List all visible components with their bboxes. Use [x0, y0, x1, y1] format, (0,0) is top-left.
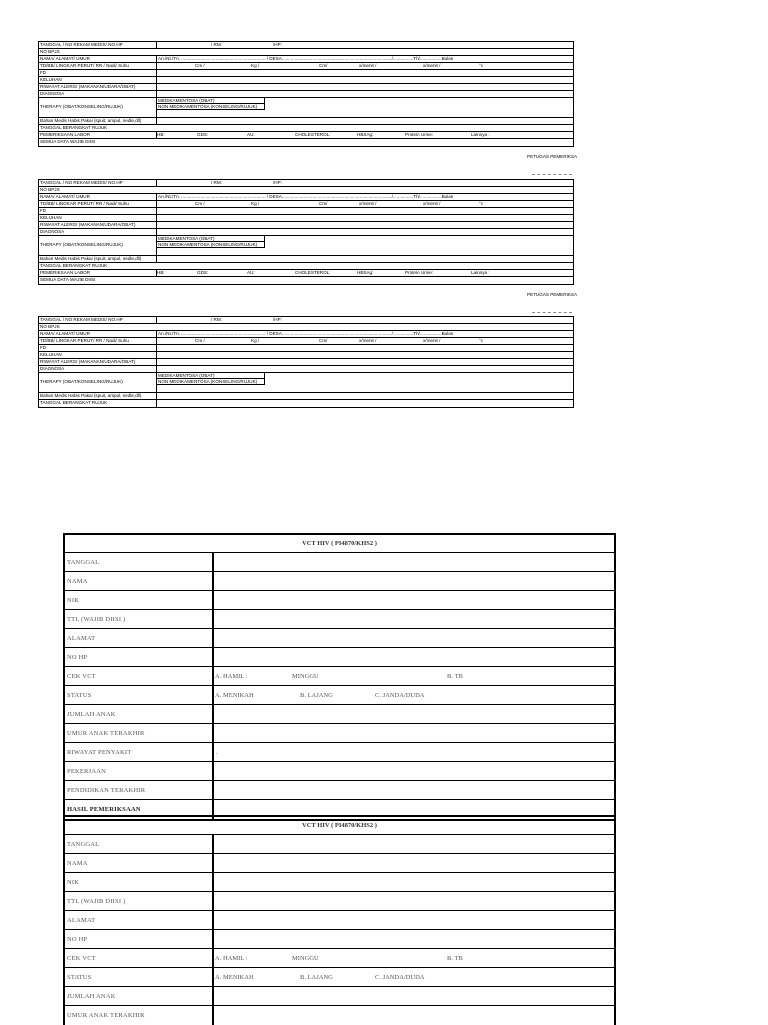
label-fd: FD — [40, 208, 47, 213]
row-bpjs[interactable] — [39, 187, 573, 194]
label-vitals: TD/BB/ LINGKAR PERUT/ RR / Nadi/ Suhu — [40, 338, 129, 343]
vct-row-cek[interactable] — [65, 667, 614, 686]
row-diagnosa[interactable] — [39, 366, 573, 373]
nadi-unit: x/menit / — [423, 201, 441, 206]
vct-option-menikah[interactable]: A. MENIKAH — [215, 692, 254, 699]
vct-label-jumlah-anak: JUMLAH ANAK — [67, 711, 116, 718]
row-tgl-rujuk[interactable] — [39, 125, 573, 132]
cm-unit: Cm / — [195, 63, 205, 68]
label-tgl-rujuk: TANGGAL BERANGKAT RUJUK — [40, 400, 108, 405]
suhu-unit: °c — [479, 201, 484, 206]
vct-label-nama: NAMA — [67, 578, 88, 585]
vct-title: VCT HIV ( PI4870/KHS2 ) — [302, 822, 377, 829]
kg-unit: Kg / — [251, 201, 260, 206]
vct-option-tb[interactable]: B. TB — [447, 673, 463, 680]
row-therapy[interactable] — [39, 373, 573, 393]
label-keluhan: KELUHAN — [40, 215, 62, 220]
row-bpjs[interactable] — [39, 49, 573, 56]
kg-unit: Kg / — [251, 63, 260, 68]
label-alergi: RIWAYAT ALERGI (MAKANAN/UDARA/OBAT) — [40, 359, 136, 364]
vct-row-ttl[interactable] — [65, 610, 614, 629]
vct-label-nohp: NO HP — [67, 936, 88, 943]
cm2-unit: Cm/ — [319, 63, 328, 68]
vct-hiv-form-2 — [63, 815, 616, 1025]
cm-unit: Cm / — [195, 338, 205, 343]
label-diagnosa: DIAGNOSA — [40, 366, 65, 371]
nama-fill: An./Nt./Tn. .................................................................. / DESA....................................................................................../................Th/.................Bulan — [158, 331, 454, 336]
row-diagnosa[interactable] — [39, 91, 573, 98]
hbsag-label: HBSAg: — [357, 132, 374, 137]
label-semua: SEMUA DATA WAJIB DIISI — [40, 139, 96, 144]
row-fd[interactable] — [39, 345, 573, 352]
hb-label: HB: — [157, 132, 165, 137]
row-keluhan[interactable] — [39, 77, 573, 84]
row-tanggal — [39, 180, 573, 187]
row-alergi[interactable] — [39, 359, 573, 366]
label-tanggal: TANGGAL / NO REKAM MEDIS/ NO.HP — [40, 317, 123, 322]
vct-label-hasil: HASIL PEMERIKSAAN — [67, 806, 141, 813]
row-therapy[interactable] — [39, 236, 573, 256]
nama-fill: An./Nt./Tn. .................................................................. / DESA....................................................................................../................Th/.................Bulan — [158, 56, 454, 61]
petugas-label-1: PETUGAS PEMERIKSA — [527, 154, 578, 159]
vct-row-jumlah-anak[interactable] — [65, 705, 614, 724]
vct-row-tanggal[interactable] — [65, 553, 614, 572]
label-therapy: THERAPY (OBAT/KONSELING/RUJUK) — [40, 104, 123, 109]
vct-label-status: STATUS — [67, 692, 92, 699]
vct-label-status: STATUS — [67, 974, 92, 981]
non-medikamentosa-cell[interactable]: NON MEDIKAMENTOSA (KONSELING/RUJUK) — [157, 242, 265, 248]
vct-label-pekerjaan: PEKERJAAN — [67, 768, 106, 775]
vct-title: VCT HIV ( PI4870/KHS2 ) — [302, 540, 377, 547]
suhu-unit: °c — [479, 63, 484, 68]
vct-row-jumlah-anak[interactable] — [65, 987, 614, 1006]
vct-label-cek: CEK VCT — [67, 955, 96, 962]
vct-row-pekerjaan[interactable] — [65, 762, 614, 781]
row-bahan[interactable] — [39, 256, 573, 263]
label-bpjs: NO BPJS — [40, 49, 60, 54]
row-labor[interactable] — [39, 270, 573, 277]
signature-line-1 — [532, 174, 572, 175]
vct-label-nama: NAMA — [67, 860, 88, 867]
vct-label-cek: CEK VCT — [67, 673, 96, 680]
non-medikamentosa-cell[interactable]: NON MEDIKAMENTOSA (KONSELING/RUJUK) — [157, 379, 265, 385]
non-medikamentosa-cell[interactable]: NON MEDIKAMENTOSA (KONSELING/RUJUK) — [157, 104, 265, 110]
vct-option-tb[interactable]: B. TB — [447, 955, 463, 962]
gds-label: GDS: — [197, 270, 209, 275]
hbsag-label: HBSAg: — [357, 270, 374, 275]
vct-label-nik: NIK — [67, 597, 80, 604]
row-semua — [39, 139, 573, 146]
medikamentosa-cell[interactable]: MEDIKAMENTOSA (OBAT) — [157, 98, 265, 104]
label-nama: NAMA/ ALAMAT/ UMUR — [40, 194, 90, 199]
medical-record-form-2 — [38, 179, 574, 285]
vct-title-row — [65, 817, 614, 835]
row-keluhan[interactable] — [39, 215, 573, 222]
vct-option-lajang[interactable]: B. LAJANG — [300, 974, 333, 981]
rr-unit: x/menit / — [359, 201, 377, 206]
kg-unit: Kg / — [251, 338, 260, 343]
vct-option-hamil[interactable]: A. HAMIL : — [215, 955, 248, 962]
row-bahan[interactable] — [39, 118, 573, 125]
rr-unit: x/menit / — [359, 338, 377, 343]
vct-option-janda[interactable]: C. JANDA/DUDA — [375, 974, 425, 981]
row-keluhan[interactable] — [39, 352, 573, 359]
vct-row-nama[interactable] — [65, 572, 614, 591]
label-tgl-rujuk: TANGGAL BERANGKAT RUJUK — [40, 125, 108, 130]
label-semua: SEMUA DATA WAJIB DIISI — [40, 277, 96, 282]
vct-row-alamat[interactable] — [65, 629, 614, 648]
vct-row-alamat[interactable] — [65, 911, 614, 930]
row-tanggal — [39, 42, 573, 49]
label-fd: FD — [40, 70, 47, 75]
signature-line-2 — [532, 312, 572, 313]
vct-label-nohp: NO HP — [67, 654, 88, 661]
vct-label-alamat: ALAMAT — [67, 635, 96, 642]
nama-fill: An./Nt./Tn. .................................................................. / DESA....................................................................................../................Th/.................Bulan — [158, 194, 454, 199]
vct-row-umur-anak[interactable] — [65, 724, 614, 743]
vct-label-riwayat: RIWAYAT PENYAKIT — [67, 749, 132, 756]
row-tgl-rujuk[interactable] — [39, 400, 573, 407]
vct-row-nohp[interactable] — [65, 648, 614, 667]
nadi-unit: x/menit / — [423, 63, 441, 68]
lainnya-label: Lainnya : — [471, 270, 490, 275]
label-therapy: THERAPY (OBAT/KONSELING/RUJUK) — [40, 242, 123, 247]
vct-option-janda[interactable]: C. JANDA/DUDA — [375, 692, 425, 699]
vct-riwayat-mark: . — [216, 749, 218, 756]
label-bahan: Bahan Medis Habis Pakai (spuit, ampul, nedle,dll) — [40, 393, 142, 398]
vct-row-nik[interactable] — [65, 873, 614, 892]
label-bpjs: NO BPJS — [40, 324, 60, 329]
vct-title-row — [65, 535, 614, 553]
suhu-unit: °c — [479, 338, 484, 343]
label-labor: PEMERIKSAAN LABOR — [40, 270, 91, 275]
label-keluhan: KELUHAN — [40, 77, 62, 82]
protein-label: Protein Urine: — [405, 270, 434, 275]
vct-label-jumlah-anak: JUMLAH ANAK — [67, 993, 116, 1000]
label-tgl-rujuk: TANGGAL BERANGKAT RUJUK — [40, 263, 108, 268]
vct-row-status[interactable] — [65, 686, 614, 705]
vct-option-menikah[interactable]: A. MENIKAH — [215, 974, 254, 981]
row-vitals[interactable] — [39, 201, 573, 208]
label-alergi: RIWAYAT ALERGI (MAKANAN/UDARA/OBAT) — [40, 84, 136, 89]
row-vitals[interactable] — [39, 338, 573, 345]
label-nama: NAMA/ ALAMAT/ UMUR — [40, 331, 90, 336]
medikamentosa-cell[interactable]: MEDIKAMENTOSA (OBAT) — [157, 236, 265, 242]
row-diagnosa[interactable] — [39, 229, 573, 236]
row-vitals[interactable] — [39, 63, 573, 70]
vct-option-lajang[interactable]: B. LAJANG — [300, 692, 333, 699]
row-labor[interactable] — [39, 132, 573, 139]
vct-label-umur-anak: UMUR ANAK TERAKHIR — [67, 730, 145, 737]
row-nama[interactable] — [39, 56, 573, 63]
hp-label[interactable]: /HP: — [273, 180, 282, 185]
row-tanggal — [39, 317, 573, 324]
vct-label-pendidikan: PENDIDIKAN TERAKHIR — [67, 787, 146, 794]
vct-minggu: MINGGU — [292, 955, 319, 962]
row-nama[interactable] — [39, 331, 573, 338]
vct-row-status[interactable] — [65, 968, 614, 987]
chol-label: CHOLESTEROL: — [295, 270, 331, 275]
label-keluhan: KELUHAN — [40, 352, 62, 357]
label-bpjs: NO BPJS — [40, 187, 60, 192]
row-tgl-rujuk[interactable] — [39, 263, 573, 270]
cm-unit: Cm / — [195, 201, 205, 206]
label-diagnosa: DIAGNOSA — [40, 229, 65, 234]
rm-label: / RM: — [211, 317, 222, 322]
gds-label: GDS: — [197, 132, 209, 137]
row-bahan[interactable] — [39, 393, 573, 400]
hp-label[interactable]: /HP: — [273, 42, 282, 47]
row-nama[interactable] — [39, 194, 573, 201]
label-nama: NAMA/ ALAMAT/ UMUR — [40, 56, 90, 61]
hp-label[interactable]: /HP: — [273, 317, 282, 322]
label-therapy: THERAPY (OBAT/KONSELING/RUJUK) — [40, 379, 123, 384]
row-bpjs[interactable] — [39, 324, 573, 331]
label-labor: PEMERIKSAAN LABOR — [40, 132, 91, 137]
vct-label-ttl: TTL (WAJIB DIISI ) — [67, 616, 126, 623]
vct-row-ttl[interactable] — [65, 892, 614, 911]
label-vitals: TD/BB/ LINGKAR PERUT/ RR / Nadi/ Suhu — [40, 63, 129, 68]
lainnya-label: Lainnya : — [471, 132, 490, 137]
label-vitals: TD/BB/ LINGKAR PERUT/ RR / Nadi/ Suhu — [40, 201, 129, 206]
cm2-unit: Cm/ — [319, 338, 328, 343]
label-alergi: RIWAYAT ALERGI (MAKANAN/UDARA/OBAT) — [40, 222, 136, 227]
label-diagnosa: DIAGNOSA — [40, 91, 65, 96]
au-label: AU: — [247, 270, 255, 275]
row-alergi[interactable] — [39, 84, 573, 91]
vct-hiv-form-1 — [63, 533, 616, 821]
vct-row-cek[interactable] — [65, 949, 614, 968]
nadi-unit: x/menit / — [423, 338, 441, 343]
vct-row-umur-anak[interactable] — [65, 1006, 614, 1025]
hb-label: HB: — [157, 270, 165, 275]
rr-unit: x/menit / — [359, 63, 377, 68]
row-semua — [39, 277, 573, 284]
petugas-label-2: PETUGAS PEMERIKSA — [527, 292, 578, 297]
row-alergi[interactable] — [39, 222, 573, 229]
protein-label: Protein Urine: — [405, 132, 434, 137]
vct-minggu: MINGGU — [292, 673, 319, 680]
rm-label: / RM: — [211, 180, 222, 185]
au-label: AU: — [247, 132, 255, 137]
label-tanggal: TANGGAL / NO REKAM MEDIS/ NO.HP — [40, 180, 123, 185]
label-bahan: Bahan Medis Habis Pakai (spuit, ampul, nedle,dll) — [40, 256, 142, 261]
vct-label-nik: NIK — [67, 879, 80, 886]
vct-label-tanggal: TANGGAL — [67, 559, 100, 566]
vct-row-nohp[interactable] — [65, 930, 614, 949]
vct-label-umur-anak: UMUR ANAK TERAKHIR — [67, 1012, 145, 1019]
label-fd: FD — [40, 345, 47, 350]
row-fd[interactable] — [39, 208, 573, 215]
vct-row-nama[interactable] — [65, 854, 614, 873]
cm2-unit: Cm/ — [319, 201, 328, 206]
medikamentosa-cell[interactable]: MEDIKAMENTOSA (OBAT) — [157, 373, 265, 379]
row-therapy[interactable] — [39, 98, 573, 118]
vct-option-hamil[interactable]: A. HAMIL : — [215, 673, 248, 680]
vct-label-tanggal: TANGGAL — [67, 841, 100, 848]
label-tanggal: TANGGAL / NO REKAM MEDIS/ NO.HP — [40, 42, 123, 47]
vct-row-tanggal[interactable] — [65, 835, 614, 854]
medical-record-form-3 — [38, 316, 574, 408]
vct-row-nik[interactable] — [65, 591, 614, 610]
row-fd[interactable] — [39, 70, 573, 77]
vct-row-pendidikan[interactable] — [65, 781, 614, 800]
label-bahan: Bahan Medis Habis Pakai (spuit, ampul, nedle,dll) — [40, 118, 142, 123]
rm-label: / RM: — [211, 42, 222, 47]
chol-label: CHOLESTEROL: — [295, 132, 331, 137]
medical-record-form-1 — [38, 41, 574, 147]
vct-label-ttl: TTL (WAJIB DIISI ) — [67, 898, 126, 905]
vct-label-alamat: ALAMAT — [67, 917, 96, 924]
vct-row-riwayat[interactable] — [65, 743, 614, 762]
